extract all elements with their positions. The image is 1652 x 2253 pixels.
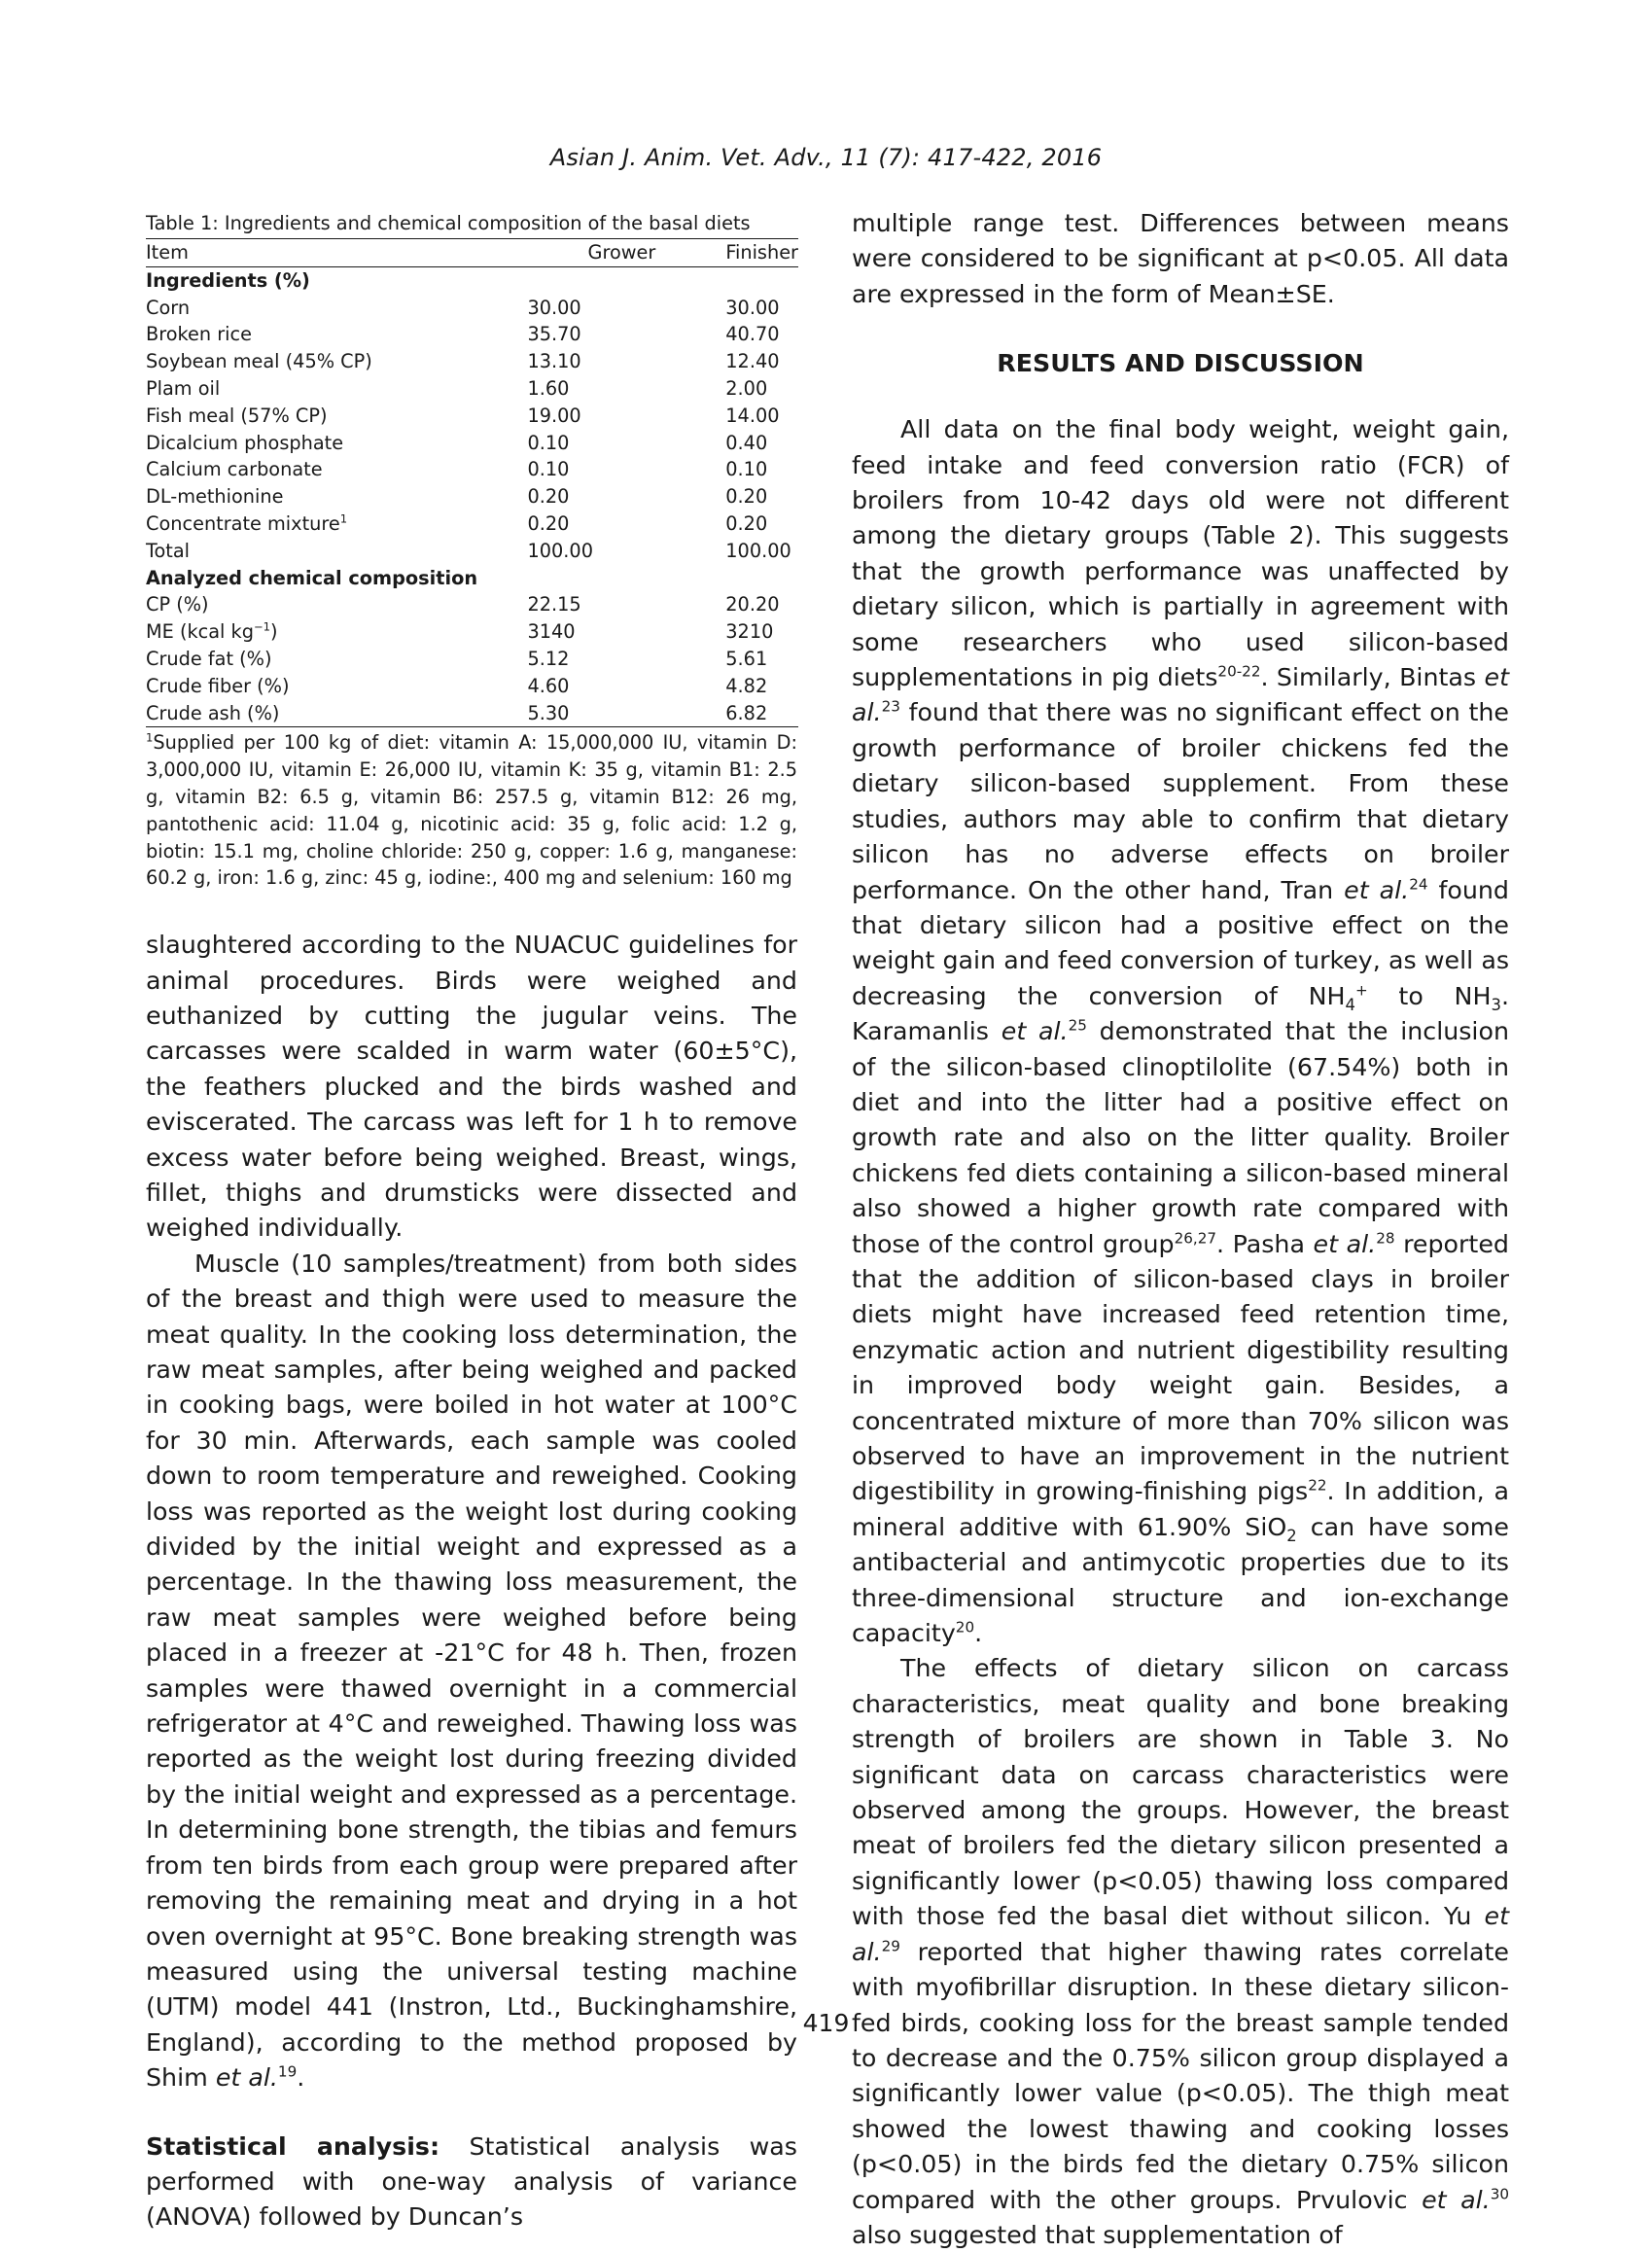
table-row xyxy=(146,456,798,483)
table-row xyxy=(146,618,798,646)
table-cell-item: Total xyxy=(146,539,191,562)
statistical-analysis-heading: Statistical analysis: xyxy=(146,2131,440,2161)
table-cell-grower: 3140 xyxy=(527,620,576,644)
table-cell-finisher: 6.82 xyxy=(725,700,798,727)
table-cell-finisher: 0.10 xyxy=(725,458,768,481)
paragraph-slaughter: slaughtered according to the NUACUC guidelines for animal procedures. Birds were weighed and euthanized by cutting the jugular veins. The carcasses were scalded in warm water (60±5°C), the feathers plucked and the birds washed and eviscerated. The carcass was left for 1 h to remove excess water before being weighed. Breast, wings, fillet, thighs and drumsticks were dissected and weighed individually. xyxy=(146,931,797,1243)
table-cell-item: CP (%) xyxy=(146,593,209,616)
table-section-row xyxy=(146,266,798,294)
column-header-item: Item xyxy=(146,239,528,267)
table-section-label: Analyzed chemical composition xyxy=(146,566,478,589)
table-cell-finisher: 0.40 xyxy=(725,431,768,454)
table-cell-finisher: 40.70 xyxy=(725,323,780,346)
table-cell-grower: 35.70 xyxy=(527,323,581,346)
table-cell-item: Crude fiber (%) xyxy=(146,674,290,697)
table-cell-finisher: 12.40 xyxy=(725,350,780,373)
table-cell-grower: 100.00 xyxy=(527,539,593,562)
left-column xyxy=(146,206,797,2235)
table-cell-item: DL-methionine xyxy=(146,485,284,509)
table-cell-grower: 1.60 xyxy=(527,376,570,400)
table-cell-item: Fish meal (57% CP) xyxy=(146,404,328,427)
table-cell-item: Broken rice xyxy=(146,323,252,346)
results-heading: RESULTS AND DISCUSSION xyxy=(997,349,1364,378)
table-cell-finisher: 0.20 xyxy=(725,485,768,509)
table-cell-grower: 0.20 xyxy=(527,511,570,535)
table-cell-finisher: 20.20 xyxy=(725,593,780,616)
table-row xyxy=(146,430,798,457)
table-cell-item: Calcium carbonate xyxy=(146,458,323,481)
table-header-row xyxy=(146,239,798,267)
table-cell-grower: 19.00 xyxy=(527,404,581,427)
table-cell-grower: 4.60 xyxy=(527,674,570,697)
table-cell-grower: 5.12 xyxy=(527,647,570,670)
table-cell-finisher: 100.00 xyxy=(725,539,791,562)
table-row xyxy=(146,591,798,618)
table-row xyxy=(146,375,798,403)
table-cell-grower: 22.15 xyxy=(527,593,581,616)
page-number: 419 xyxy=(802,2009,850,2037)
table-cell-finisher: 5.61 xyxy=(725,647,768,670)
table-cell-item: Dicalcium phosphate xyxy=(146,431,344,454)
table-cell-item: Crude ash (%) xyxy=(146,700,528,727)
table-cell-item: Concentrate mixture$^1$ xyxy=(146,511,348,535)
table-cell-finisher: 3210 xyxy=(725,620,774,644)
table-footnote: $^1$Supplied per 100 kg of diet: vitamin A: 15,000,000 IU, vitamin D: 3,000,000 IU, vitamin E: 26,000 IU, vitamin K: 35 g, vitamin B1: 2.5 g, vitamin B2: 6.5 g, vitamin B6: 257.5 g, vitamin B12: 26 mg, pantothenic acid: 11.04 g, nicotinic acid: 35 g, folic acid: 1.2 g, biotin: 15.1 mg, choline chloride: 250 g, copper: 1.6 g, manganese: 60.2 g, iron: 1.6 g, zinc: 45 g, iodine:, 400 mg and selenium: 160 mg xyxy=(146,730,797,890)
table-cell-item: Plam oil xyxy=(146,376,221,400)
table-cell-grower: 0.10 xyxy=(527,458,570,481)
journal-header: Asian J. Anim. Vet. Adv., 11 (7): 417-422, 2016 xyxy=(549,144,1103,171)
table-row xyxy=(146,700,798,727)
table-row xyxy=(146,510,798,538)
paragraph-growth: All data on the final body weight, weight gain, feed intake and feed conversion ratio (FCR) of broilers from 10-42 days old were not different among the dietary groups (Table 2). This suggests that the growth performance was unaffected by dietary silicon, which is partially in agreement with some researchers who used silicon-based supplementations in pig diets$^{20-22}$. Similarly, Bintas et al.$^{23}$ found that there was no significant effect on the growth performance of broiler chickens fed the dietary silicon-based supplement. From these studies, authors may able to confirm that dietary silicon has no adverse effects on broiler performance. On the other hand, Tran et al.$^{24}$ found that dietary silicon had a positive effect on the weight gain and feed conversion of turkey, as well as decreasing the conversion of $NH_4^+$ to $NH_3$. Karamanlis et al.$^{25}$ demonstrated that the inclusion of the silicon-based clinoptilolite (67.54%) both in diet and into the litter had a positive effect on growth rate and also on the litter quality. Broiler chickens fed diets containing a silicon-based mineral also showed a higher growth rate compared with those of the control group$^{26,27}$. Pasha et al.$^{28}$ reported that the addition of silicon-based clays in broiler diets might have increased feed retention time, enzymatic action and nutrient digestibility resulting in improved body weight gain. Besides, a concentrated mixture of more than 70% silicon was observed to have an improvement in the nutrient digestibility in growing-finishing pigs$^{22}$. In addition, a mineral additive with 61.90% SiO$_2$ can have some antibacterial and antimycotic properties due to its three-dimensional structure and ion-exchange capacity$^{20}$. xyxy=(852,415,1509,1648)
right-column xyxy=(852,206,1509,2253)
table-cell-item: Crude fat (%) xyxy=(146,647,272,670)
paragraph-meat-quality: Muscle (10 samples/treatment) from both sides of the breast and thigh were used to measure the meat quality. In the cooking loss determination, the raw meat samples, after being weighed and packed in cooking bags, were boiled in hot water at 100°C for 30 min. Afterwards, each sample was cooled down to room temperature and reweighed. Cooking loss was reported as the weight lost during cooking divided by the initial weight and expressed as a percentage. In the thawing loss measurement, the raw meat samples were weighed before being placed in a freezer at -21°C for 48 h. Then, frozen samples were thawed overnight in a commercial refrigerator at 4°C and reweighed. Thawing loss was reported as the weight lost during freezing divided by the initial weight and expressed as a percentage. In determining bone strength, the tibias and femurs from ten birds from each group were prepared after removing the remaining meat and drying in a hot oven overnight at 95°C. Bone breaking strength was measured using the universal testing machine (UTM) model 441 (Instron, Ltd., Buckinghamshire, England), according to the method proposed by Shim et al.$^{19}$. xyxy=(146,1249,797,2093)
column-header-finisher: Finisher xyxy=(725,239,798,267)
paragraph-statistics: Statistical analysis: Statistical analysis was performed with one-way analysis of variance (ANOVA) followed by Duncan’s xyxy=(146,2131,797,2232)
table-cell-finisher: 0.20 xyxy=(725,511,768,535)
table-cell-item: ME (kcal $kg^{-1}$) xyxy=(146,619,278,644)
table-cell-finisher: 14.00 xyxy=(725,404,780,427)
table-cell-grower: 30.00 xyxy=(527,296,581,319)
table-row xyxy=(146,348,798,375)
table-cell-grower: 0.10 xyxy=(527,431,570,454)
column-header-grower: Grower xyxy=(528,239,726,267)
paragraph-carcass: The effects of dietary silicon on carcass characteristics, meat quality and bone breaking strength of broilers are shown in Table 3. No significant data on carcass characteristics were observed among the groups. However, the breast meat of broilers fed the dietary silicon presented a significantly lower (p<0.05) thawing loss compared with those fed the basal diet without silicon. Yu et al.$^{29}$ reported that higher thawing rates correlate with myofibrillar disruption. In these dietary silicon-fed birds, cooking loss for the breast sample tended to decrease and the 0.75% silicon group displayed a significantly lower value (p<0.05). The thigh meat showed the lowest thawing and cooking losses (p<0.05) in the birds fed the dietary 0.75% silicon compared with the other groups. Prvulovic et al.$^{30}$ also suggested that supplementation of xyxy=(852,1654,1509,2249)
table-row xyxy=(146,483,798,510)
table-caption: Table 1: Ingredients and chemical composition of the basal diets xyxy=(146,212,751,234)
paragraph-duncan: multiple range test. Differences between means were considered to be significant at p<0.05. All data are expressed in the form of Mean±SE. xyxy=(852,209,1509,308)
table-cell-grower: 0.20 xyxy=(527,485,570,509)
table-cell-finisher: 30.00 xyxy=(725,296,780,319)
table-cell-grower: 13.10 xyxy=(527,350,581,373)
table-row xyxy=(146,646,798,673)
ingredients-table xyxy=(146,238,798,727)
table-cell-grower: 5.30 xyxy=(528,700,726,727)
table-section-row xyxy=(146,565,798,592)
table-row xyxy=(146,295,798,322)
table-row xyxy=(146,673,798,700)
table-row xyxy=(146,538,798,565)
table-cell-item: Soybean meal (45% CP) xyxy=(146,350,372,373)
table-row xyxy=(146,403,798,430)
table-row xyxy=(146,321,798,348)
table-cell-finisher: 2.00 xyxy=(725,376,768,400)
table-cell-finisher: 4.82 xyxy=(725,674,768,697)
table-cell-item: Corn xyxy=(146,296,191,319)
table-section-label: Ingredients (%) xyxy=(146,268,310,292)
